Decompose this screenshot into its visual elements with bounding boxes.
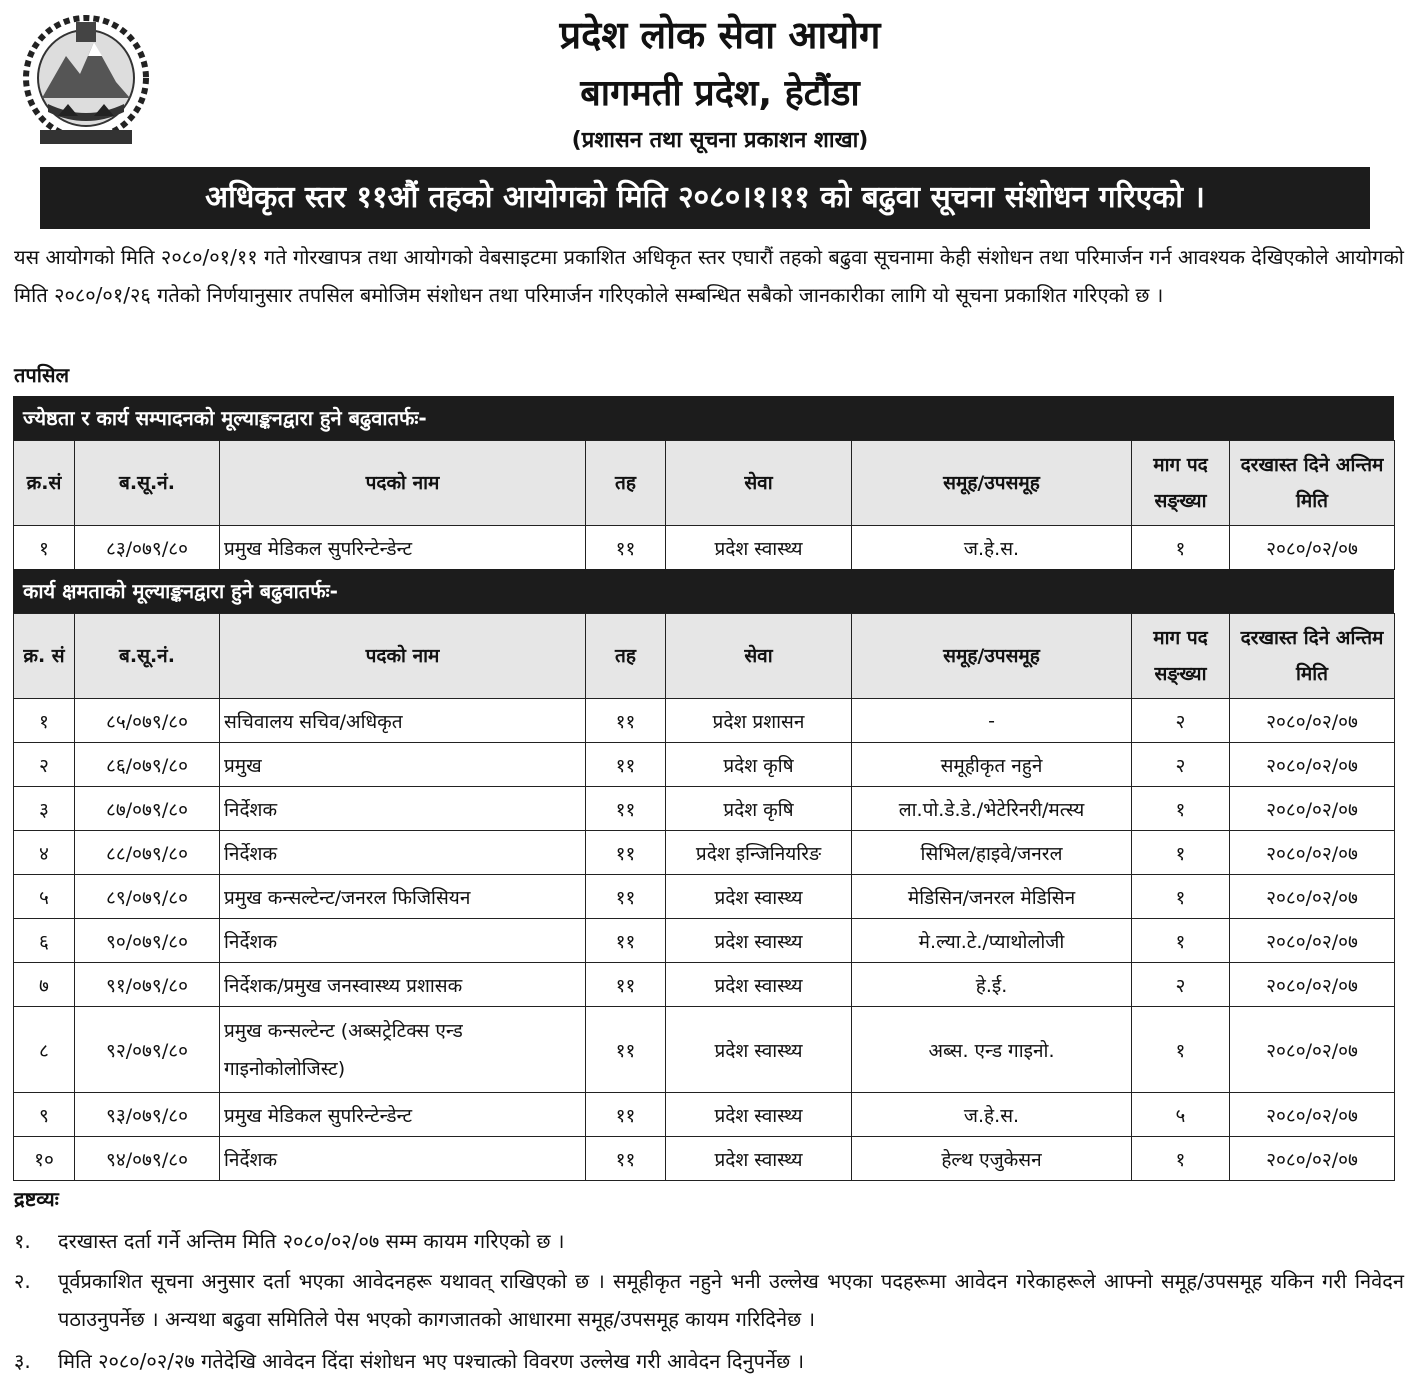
table-row — [14, 743, 1395, 787]
table-cell: ११ — [586, 1093, 666, 1137]
note-text: पूर्वप्रकाशित सूचना अनुसार दर्ता भएका आवेदनहरू यथावत् राखिएको छ । समूहीकृत नहुने भनी उल्लेख भएका पदहरूमा आवेदन गरेकाहरूले आफ्नो समूह/उपसमूह यकिन गरी निवेदन पठाउनुपर्नेछ । अन्यथा बढुवा समितिले पेस भएको कागजातको आधारमा समूह/उपसमूह कायम गरिदिनेछ । — [58, 1269, 1404, 1331]
table-cell: ८९/०७९/८० — [75, 875, 220, 919]
column-header: ब.सू.नं. — [75, 614, 220, 699]
table-cell: ११ — [586, 1137, 666, 1181]
table-cell: १ — [1132, 526, 1230, 570]
note-item — [14, 1342, 1404, 1380]
table-cell: ११ — [586, 831, 666, 875]
table-cell: ९२/०७९/८० — [75, 1007, 220, 1093]
table-cell: २०८०/०२/०७ — [1230, 699, 1395, 743]
note-item — [14, 1262, 1404, 1338]
table-cell: ७ — [14, 963, 75, 1007]
table-cell: १ — [1132, 831, 1230, 875]
table-header-row — [14, 441, 1395, 526]
table-cell: १० — [14, 1137, 75, 1181]
table-row — [14, 875, 1395, 919]
table-cell: निर्देशक — [220, 1137, 586, 1181]
table-cell: १ — [1132, 875, 1230, 919]
table-cell: ९१/०७९/८० — [75, 963, 220, 1007]
column-header: पदको नाम — [220, 614, 586, 699]
table-cell: २ — [1132, 699, 1230, 743]
table-cell: ३ — [14, 787, 75, 831]
table-cell: २ — [1132, 963, 1230, 1007]
table-cell: प्रदेश प्रशासन — [666, 699, 852, 743]
table-cell: २०८०/०२/०७ — [1230, 875, 1395, 919]
section1-table — [13, 440, 1395, 570]
table-cell: मे.ल्या.टे./प्याथोलोजी — [852, 919, 1132, 963]
table-row — [14, 1093, 1395, 1137]
table-cell: हेल्थ एजुकेसन — [852, 1137, 1132, 1181]
section2-table — [13, 613, 1395, 1181]
table-cell: २ — [1132, 743, 1230, 787]
table-cell: ९३/०७९/८० — [75, 1093, 220, 1137]
table-cell: ९ — [14, 1093, 75, 1137]
column-header: क्र. सं — [14, 614, 75, 699]
table-cell: हे.ई. — [852, 963, 1132, 1007]
branch-name: (प्रशासन तथा सूचना प्रकाशन शाखा) — [571, 128, 869, 153]
table-cell: अब्स. एन्ड गाइनो. — [852, 1007, 1132, 1093]
table-cell: ५ — [14, 875, 75, 919]
table-cell: २०८०/०२/०७ — [1230, 1137, 1395, 1181]
nepal-government-emblem-icon — [18, 12, 154, 152]
table-cell: ला.पो.डे.डे./भेटेरिनरी/मत्स्य — [852, 787, 1132, 831]
column-header: सेवा — [666, 441, 852, 526]
table-cell: निर्देशक — [220, 831, 586, 875]
table-cell: २०८०/०२/०७ — [1230, 787, 1395, 831]
table-row — [14, 1137, 1395, 1181]
table-cell: १ — [1132, 1007, 1230, 1093]
table-header-row — [14, 614, 1395, 699]
note-text: दरखास्त दर्ता गर्ने अन्तिम मिति २०८०/०२/०७ सम्म कायम गरिएको छ । — [58, 1229, 565, 1253]
table-cell: निर्देशक — [220, 919, 586, 963]
table-cell: ८३/०७९/८० — [75, 526, 220, 570]
column-header: समूह/उपसमूह — [852, 441, 1132, 526]
table-cell: २ — [14, 743, 75, 787]
column-header: सेवा — [666, 614, 852, 699]
note-number: २. — [14, 1269, 31, 1293]
column-header: पदको नाम — [220, 441, 586, 526]
table-cell: निर्देशक — [220, 787, 586, 831]
notes-title: द्रष्टव्यः — [14, 1187, 59, 1211]
table-cell: समूहीकृत नहुने — [852, 743, 1132, 787]
table-row — [14, 699, 1395, 743]
column-header: तह — [586, 614, 666, 699]
table-cell: ११ — [586, 787, 666, 831]
table-cell: १ — [14, 699, 75, 743]
table-cell: प्रमुख कन्सल्टेन्ट (अब्सट्रेटिक्स एन्ड गाइनोकोलोजिस्ट) — [220, 1007, 586, 1093]
table-row — [14, 787, 1395, 831]
table-cell: २०८०/०२/०७ — [1230, 1007, 1395, 1093]
column-header: माग पद सङ्ख्या — [1132, 441, 1230, 526]
table-cell: सिभिल/हाइवे/जनरल — [852, 831, 1132, 875]
table-cell: ज.हे.स. — [852, 1093, 1132, 1137]
table-cell: - — [852, 699, 1132, 743]
section2-title: कार्य क्षमताको मूल्याङ्कनद्वारा हुने बढुवातर्फः- — [13, 569, 1394, 613]
column-header: क्र.सं — [14, 441, 75, 526]
table-cell: ८ — [14, 1007, 75, 1093]
table-cell: निर्देशक/प्रमुख जनस्वास्थ्य प्रशासक — [220, 963, 586, 1007]
table-cell: प्रदेश कृषि — [666, 787, 852, 831]
table-cell: प्रदेश स्वास्थ्य — [666, 875, 852, 919]
column-header: दरखास्त दिने अन्तिम मिति — [1230, 441, 1395, 526]
note-text: मिति २०८०/०२/२७ गतेदेखि आवेदन दिंदा संशोधन भए पश्चात्को विवरण उल्लेख गरी आवेदन दिनुपर्नेछ । — [58, 1349, 805, 1373]
table-cell: ५ — [1132, 1093, 1230, 1137]
note-number: ३. — [14, 1349, 31, 1373]
table-row — [14, 919, 1395, 963]
table-cell: २०८०/०२/०७ — [1230, 963, 1395, 1007]
table-cell: प्रमुख मेडिकल सुपरिन्टेन्डेन्ट — [220, 1093, 586, 1137]
table-row — [14, 1007, 1395, 1093]
table-cell: ८७/०७९/८० — [75, 787, 220, 831]
table-cell: ११ — [586, 743, 666, 787]
table-cell: मेडिसिन/जनरल मेडिसिन — [852, 875, 1132, 919]
table-cell: २०८०/०२/०७ — [1230, 831, 1395, 875]
table-cell: प्रमुख — [220, 743, 586, 787]
table-cell: सचिवालय सचिव/अधिकृत — [220, 699, 586, 743]
table-cell: ९४/०७९/८० — [75, 1137, 220, 1181]
note-item — [14, 1222, 1404, 1260]
table-cell: ११ — [586, 963, 666, 1007]
table-cell: प्रदेश स्वास्थ्य — [666, 526, 852, 570]
table-cell: ६ — [14, 919, 75, 963]
table-cell: ११ — [586, 526, 666, 570]
table-cell: २०८०/०२/०७ — [1230, 743, 1395, 787]
table-cell: १ — [14, 526, 75, 570]
table-cell: प्रदेश स्वास्थ्य — [666, 919, 852, 963]
table-cell: ८६/०७९/८० — [75, 743, 220, 787]
column-header: समूह/उपसमूह — [852, 614, 1132, 699]
table-row — [14, 526, 1395, 570]
column-header: दरखास्त दिने अन्तिम मिति — [1230, 614, 1395, 699]
table-cell: ११ — [586, 919, 666, 963]
note-number: १. — [14, 1229, 31, 1253]
table-row — [14, 831, 1395, 875]
section1-title: ज्येष्ठता र कार्य सम्पादनको मूल्याङ्कनद्वारा हुने बढुवातर्फः- — [13, 396, 1394, 440]
table-cell: प्रदेश स्वास्थ्य — [666, 963, 852, 1007]
commission-title: प्रदेश लोक सेवा आयोग — [559, 13, 881, 57]
table-cell: ९०/०७९/८० — [75, 919, 220, 963]
table-cell: प्रदेश कृषि — [666, 743, 852, 787]
table-cell: २०८०/०२/०७ — [1230, 1093, 1395, 1137]
table-cell: ८५/०७९/८० — [75, 699, 220, 743]
intro-paragraph: यस आयोगको मिति २०८०/०१/११ गते गोरखापत्र तथा आयोगको वेबसाइटमा प्रकाशित अधिकृत स्तर एघारौं तहको बढुवा सूचनामा केही संशोधन तथा परिमार्जन गर्न आवश्यक देखिएकोले आयोगको मिति २०८०/०१/२६ गतेको निर्णयानुसार तपसिल बमोजिम संशोधन तथा परिमार्जन गरिएकोले सम्बन्धित सबैको जानकारीका लागि यो सूचना प्रकाशित गरिएको छ । — [14, 245, 1404, 307]
table-cell: ४ — [14, 831, 75, 875]
table-cell: प्रदेश स्वास्थ्य — [666, 1093, 852, 1137]
table-cell: ज.हे.स. — [852, 526, 1132, 570]
column-header: माग पद सङ्ख्या — [1132, 614, 1230, 699]
table-cell: प्रदेश इन्जिनियरिङ — [666, 831, 852, 875]
table-cell: २०८०/०२/०७ — [1230, 526, 1395, 570]
table-cell: प्रदेश स्वास्थ्य — [666, 1007, 852, 1093]
table-cell: १ — [1132, 1137, 1230, 1181]
table-cell: प्रमुख कन्सल्टेन्ट/जनरल फिजिसियन — [220, 875, 586, 919]
table-cell: १ — [1132, 787, 1230, 831]
table-cell: ११ — [586, 1007, 666, 1093]
column-header: ब.सू.नं. — [75, 441, 220, 526]
province-subtitle: बागमती प्रदेश, हेटौंडा — [580, 73, 860, 114]
column-header: तह — [586, 441, 666, 526]
table-cell: ८८/०७९/८० — [75, 831, 220, 875]
table-cell: ११ — [586, 699, 666, 743]
table-cell: २०८०/०२/०७ — [1230, 919, 1395, 963]
table-cell: प्रमुख मेडिकल सुपरिन्टेन्डेन्ट — [220, 526, 586, 570]
notice-banner: अधिकृत स्तर ११औं तहको आयोगको मिति २०८०।१।११ को बढुवा सूचना संशोधन गरिएको । — [40, 167, 1370, 229]
table-cell: प्रदेश स्वास्थ्य — [666, 1137, 852, 1181]
table-cell: १ — [1132, 919, 1230, 963]
tapasil-heading: तपसिल — [14, 363, 70, 387]
table-row — [14, 963, 1395, 1007]
table-cell: ११ — [586, 875, 666, 919]
